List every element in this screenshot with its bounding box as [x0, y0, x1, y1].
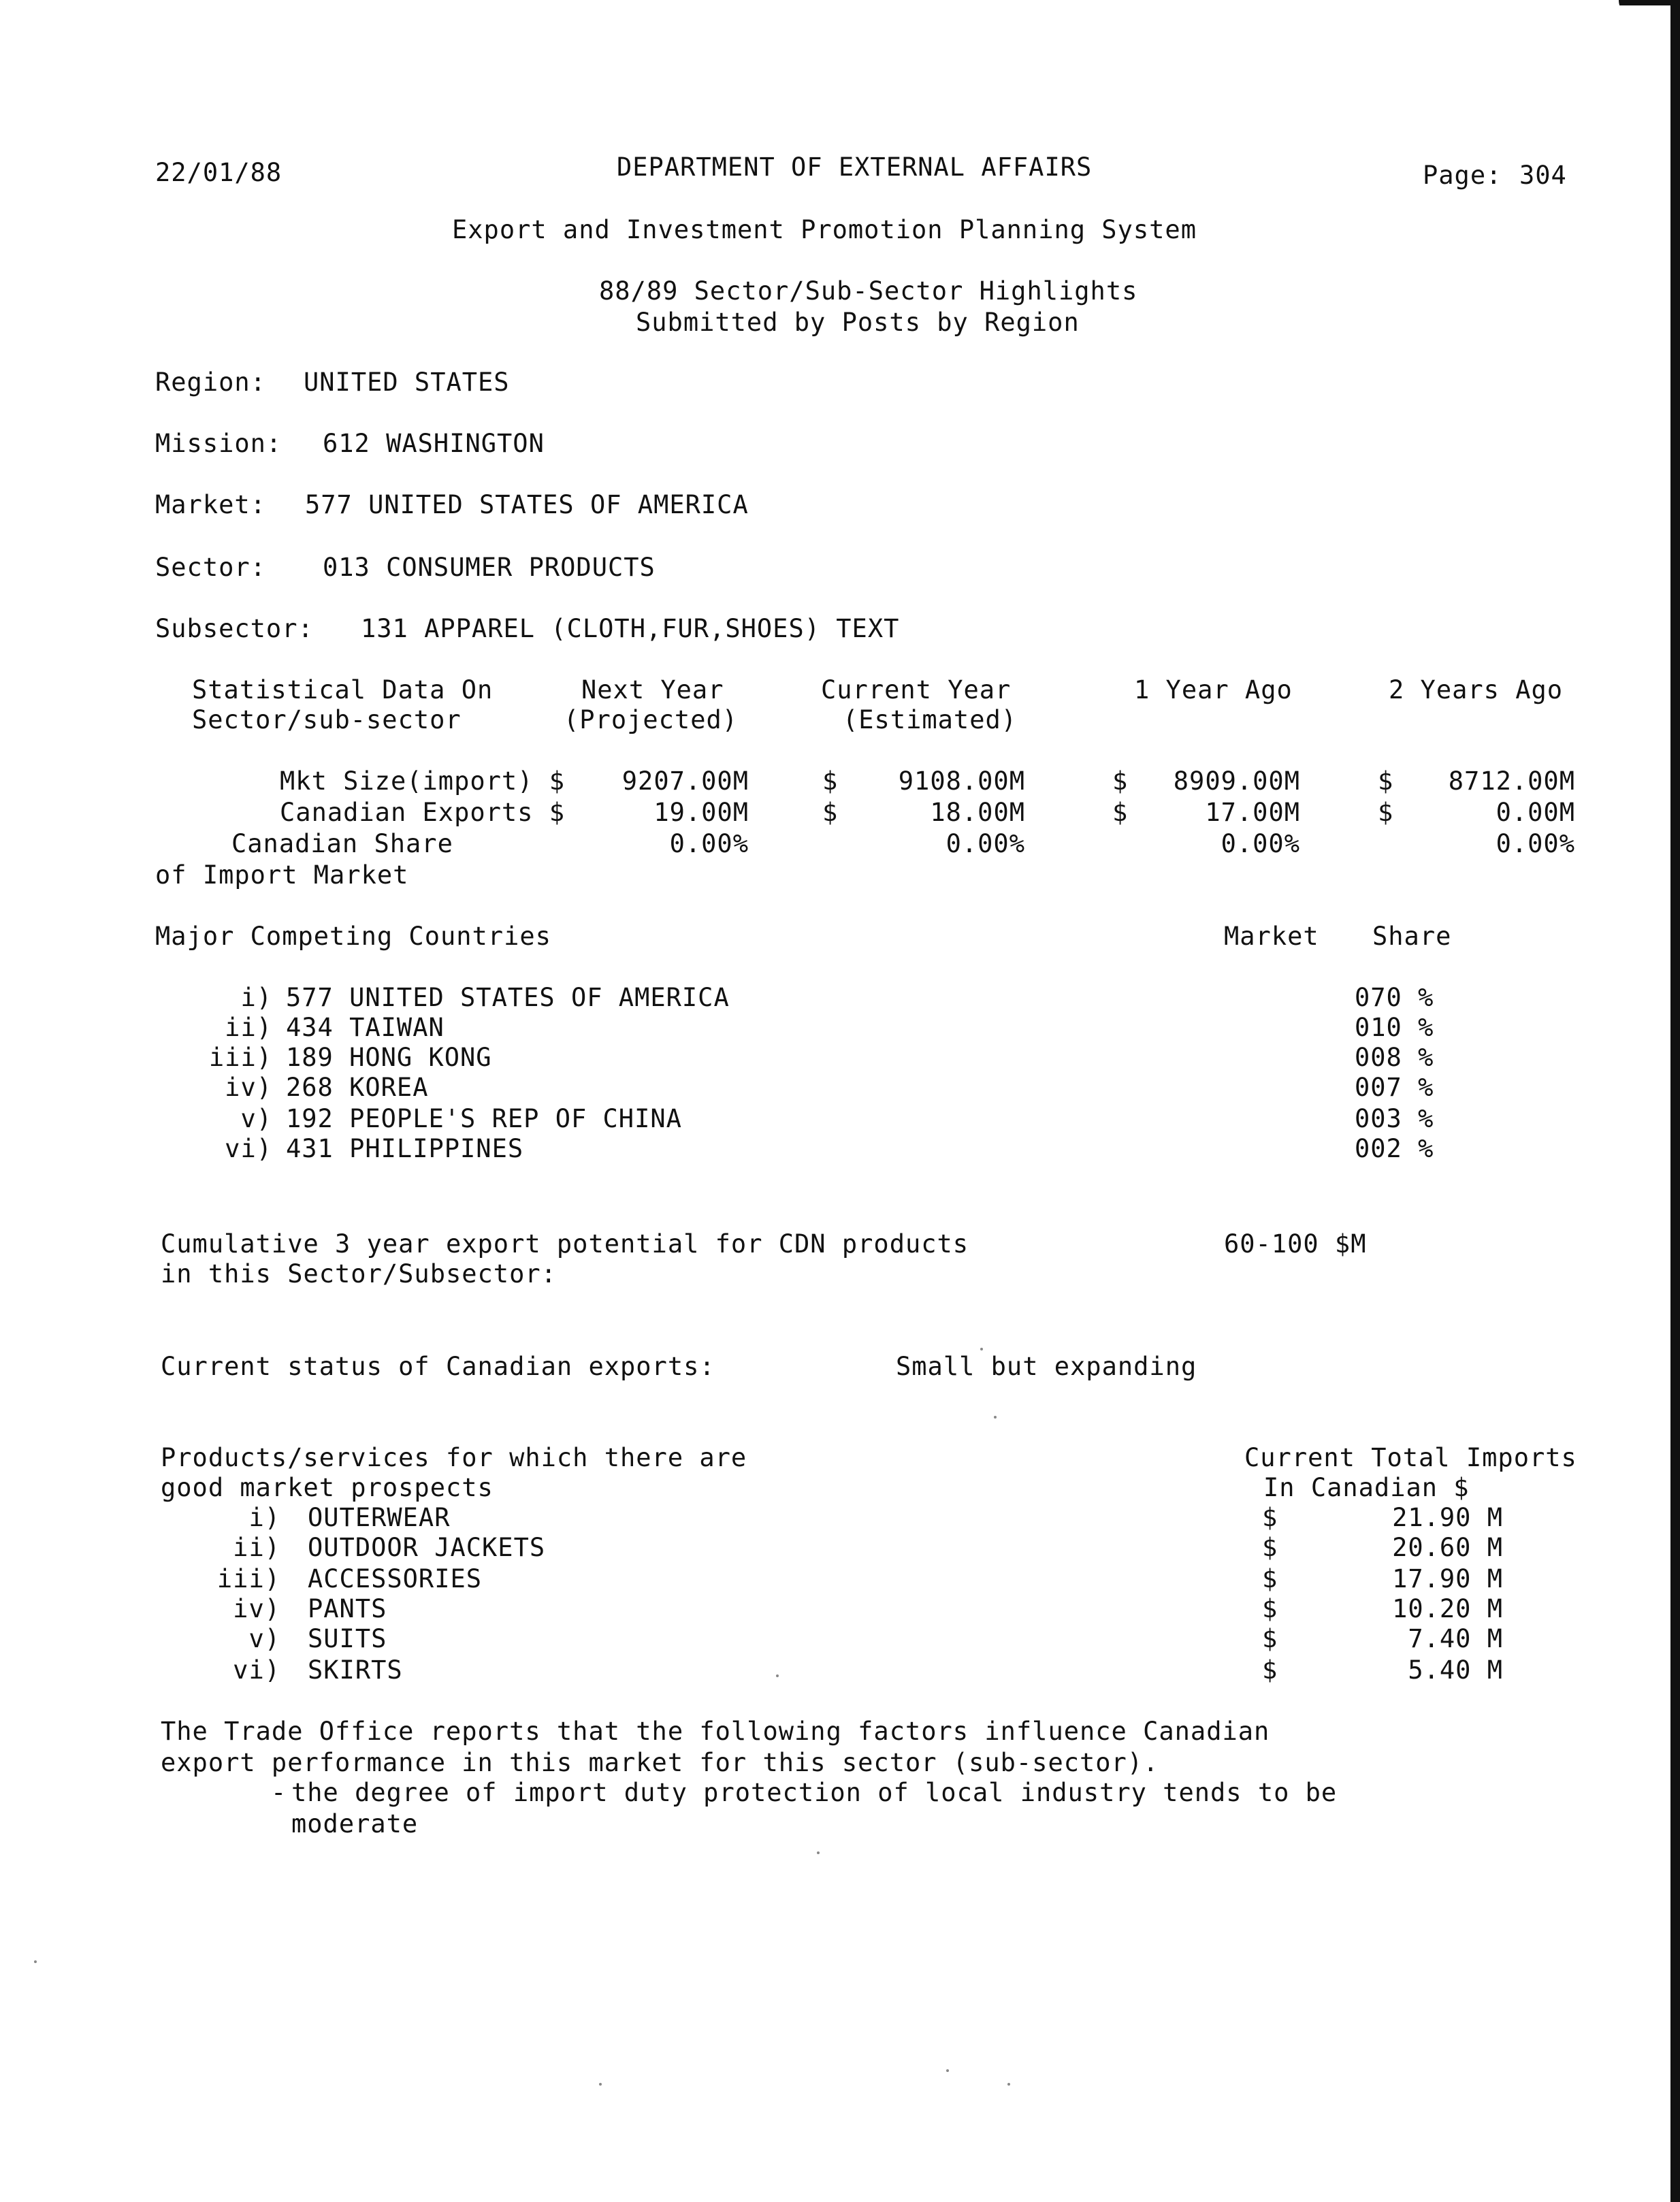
stats-cell: 9207.00M [621, 766, 749, 796]
competitor-name: 577 UNITED STATES OF AMERICA [286, 983, 730, 1012]
list-item-number: iv) [225, 1073, 272, 1102]
stats-row-label: Canadian Share [231, 829, 453, 858]
stats-cell: 17.00M [1205, 798, 1300, 827]
list-item-number: vi) [225, 1134, 272, 1163]
stats-cell: 0.00% [1221, 829, 1300, 858]
imports-header-line1: Current Total Imports [1244, 1443, 1577, 1472]
competitor-name: 431 PHILIPPINES [286, 1134, 524, 1163]
sector-label: Sector: [155, 553, 266, 582]
factors-line2: export performance in this market for this sector (sub-sector). [161, 1748, 1159, 1777]
competitor-share: 007 % [1355, 1073, 1434, 1102]
competitor-share: 002 % [1355, 1134, 1434, 1163]
scan-speck [946, 2069, 949, 2072]
scan-speck [776, 1674, 779, 1677]
report-title: 88/89 Sector/Sub-Sector Highlights [599, 276, 1138, 306]
scan-speck [34, 1960, 37, 1963]
department-title: DEPARTMENT OF EXTERNAL AFFAIRS [617, 152, 1093, 182]
stats-currency: $ [1378, 766, 1394, 796]
competitor-name: 192 PEOPLE'S REP OF CHINA [286, 1104, 682, 1133]
stats-cell: 0.00% [1496, 829, 1575, 858]
scan-speck [994, 1416, 997, 1419]
competitor-name: 189 HONG KONG [286, 1043, 492, 1072]
competitor-name: 268 KOREA [286, 1073, 429, 1102]
list-item-number: ii) [225, 1013, 272, 1042]
product-currency: $ [1262, 1594, 1278, 1623]
product-value: 17.90 M [1392, 1564, 1503, 1593]
product-value: 5.40 M [1408, 1655, 1503, 1685]
stats-currency: $ [1378, 798, 1394, 827]
potential-line1: Cumulative 3 year export potential for CDN products [161, 1229, 969, 1259]
product-name: SKIRTS [308, 1655, 403, 1685]
stats-cell: 18.00M [930, 798, 1025, 827]
stats-currency: $ [822, 798, 839, 827]
scan-speck [599, 2083, 602, 2086]
page-number: 304 [1519, 161, 1567, 190]
stats-header-estimated: (Estimated) [843, 705, 1018, 734]
stats-cell: 9108.00M [898, 766, 1025, 796]
product-currency: $ [1262, 1655, 1278, 1685]
list-item-number: vi) [233, 1655, 280, 1685]
product-name: ACCESSORIES [308, 1564, 483, 1593]
competitors-market-header: Market [1224, 922, 1319, 951]
product-name: SUITS [308, 1624, 387, 1653]
stats-header-next-year: Next Year [581, 675, 724, 705]
stats-cell: 0.00% [946, 829, 1025, 858]
product-currency: $ [1262, 1533, 1278, 1562]
stats-currency: $ [822, 766, 839, 796]
product-currency: $ [1262, 1503, 1278, 1532]
region-label: Region: [155, 368, 266, 397]
stats-cell: 0.00% [669, 829, 749, 858]
stats-currency: $ [1112, 798, 1129, 827]
competitors-title: Major Competing Countries [155, 922, 551, 951]
product-value: 20.60 M [1392, 1533, 1503, 1562]
page-corner-shadow [1619, 0, 1680, 19]
status-value: Small but expanding [896, 1352, 1197, 1381]
stats-header-label-line2: Sector/sub-sector [192, 705, 462, 734]
page-label: Page: [1423, 161, 1502, 190]
product-value: 21.90 M [1392, 1503, 1503, 1532]
stats-cell: 8909.00M [1173, 766, 1300, 796]
status-label: Current status of Canadian exports: [161, 1352, 715, 1381]
stats-row-label: Canadian Exports $ [280, 798, 565, 827]
scan-speck [817, 1851, 820, 1854]
imports-header-line2: In Canadian $ [1263, 1473, 1470, 1502]
list-item-number: ii) [233, 1533, 280, 1562]
competitor-share: 003 % [1355, 1104, 1434, 1133]
stats-currency: $ [1112, 766, 1129, 796]
competitors-share-header: Share [1372, 922, 1452, 951]
product-currency: $ [1262, 1624, 1278, 1653]
mission-label: Mission: [155, 429, 282, 458]
region-value: UNITED STATES [304, 368, 510, 397]
stats-header-current-year: Current Year [821, 675, 1012, 705]
factors-line1: The Trade Office reports that the following factors influence Canadian [161, 1717, 1270, 1746]
competitor-name: 434 TAIWAN [286, 1013, 445, 1042]
product-name: OUTERWEAR [308, 1503, 451, 1532]
factor-bullet: - [271, 1778, 287, 1807]
stats-header-1-year-ago: 1 Year Ago [1134, 675, 1293, 705]
factor-item-line2: moderate [291, 1809, 419, 1839]
product-name: OUTDOOR JACKETS [308, 1533, 546, 1562]
stats-header-2-years-ago: 2 Years Ago [1389, 675, 1564, 705]
scan-speck [1007, 2083, 1010, 2086]
competitor-share: 010 % [1355, 1013, 1434, 1042]
stats-cell: 8712.00M [1448, 766, 1575, 796]
sector-value: 013 CONSUMER PRODUCTS [323, 553, 656, 582]
competitor-share: 070 % [1355, 983, 1434, 1012]
subsector-label: Subsector: [155, 614, 314, 643]
stats-share-suffix: of Import Market [155, 860, 409, 890]
report-subtitle: Submitted by Posts by Region [636, 308, 1080, 337]
products-title-line1: Products/services for which there are [161, 1443, 747, 1472]
stats-row-label: Mkt Size(import) $ [280, 766, 565, 796]
list-item-number: iii) [208, 1043, 272, 1072]
product-currency: $ [1262, 1564, 1278, 1593]
list-item-number: i) [248, 1503, 280, 1532]
potential-value: 60-100 $M [1224, 1229, 1367, 1259]
stats-cell: 0.00M [1496, 798, 1575, 827]
list-item-number: iii) [216, 1564, 280, 1593]
list-item-number: v) [240, 1104, 272, 1133]
list-item-number: v) [248, 1624, 280, 1653]
mission-value: 612 WASHINGTON [323, 429, 545, 458]
list-item-number: i) [240, 983, 272, 1012]
page-edge-shadow [1670, 0, 1680, 2202]
market-value: 577 UNITED STATES OF AMERICA [305, 490, 749, 519]
scan-speck [980, 1348, 983, 1350]
products-title-line2: good market prospects [161, 1473, 494, 1502]
system-title: Export and Investment Promotion Planning System [452, 215, 1197, 244]
potential-line2: in this Sector/Subsector: [161, 1259, 557, 1289]
factor-item-line1: the degree of import duty protection of local industry tends to be [291, 1778, 1338, 1807]
list-item-number: iv) [233, 1594, 280, 1623]
stats-header-projected: (Projected) [564, 705, 739, 734]
product-name: PANTS [308, 1594, 387, 1623]
subsector-value: 131 APPAREL (CLOTH,FUR,SHOES) TEXT [361, 614, 900, 643]
stats-cell: 19.00M [653, 798, 749, 827]
product-value: 10.20 M [1392, 1594, 1503, 1623]
report-date: 22/01/88 [155, 158, 282, 187]
competitor-share: 008 % [1355, 1043, 1434, 1072]
market-label: Market: [155, 490, 266, 519]
product-value: 7.40 M [1408, 1624, 1503, 1653]
stats-header-label-line1: Statistical Data On [192, 675, 494, 705]
